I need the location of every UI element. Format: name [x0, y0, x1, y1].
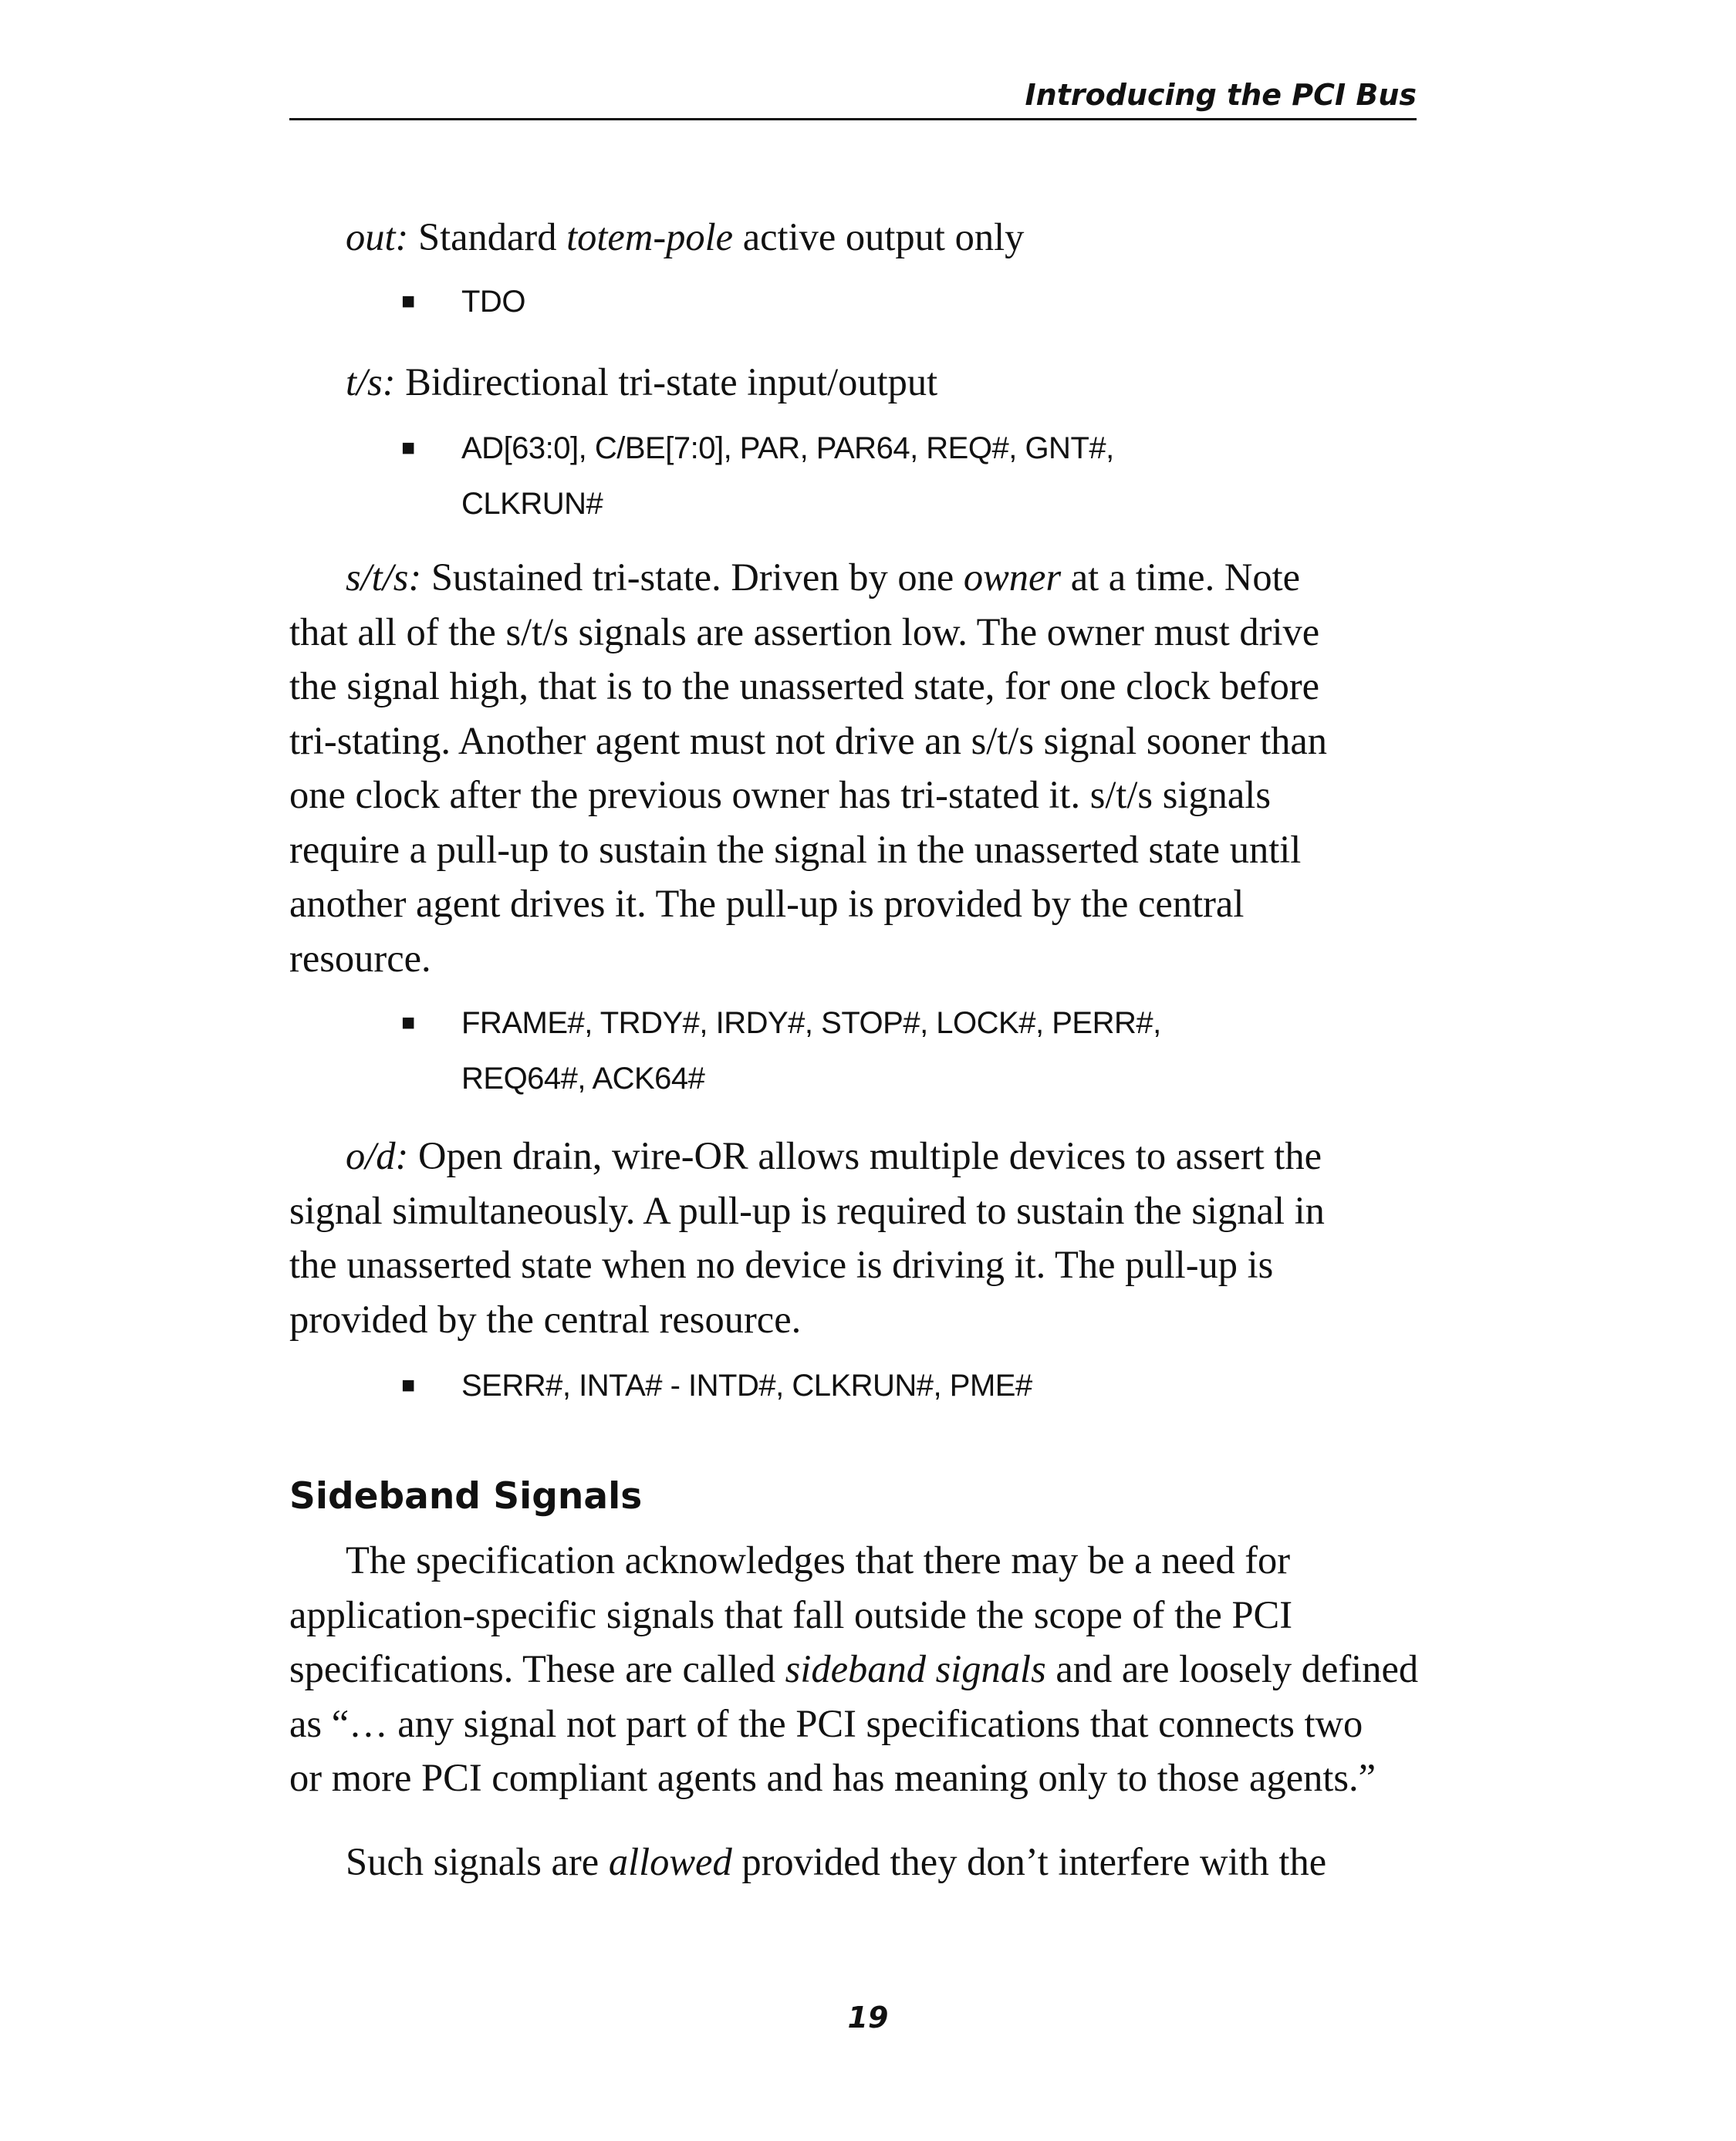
- sideband-paragraph-1: [289, 1533, 1424, 1805]
- text-line: another agent drives it. The pull-up is provided by the central: [289, 882, 1245, 925]
- emphasis-allowed: allowed: [608, 1840, 732, 1883]
- signal-list-out-text: TDO: [461, 285, 525, 319]
- term-od: o/d:: [346, 1134, 409, 1177]
- text-span: provided they don’t interfere with the: [731, 1840, 1327, 1883]
- sideband-paragraph-2: [289, 1835, 1424, 1889]
- text-line: as “… any signal not part of the PCI specifications that connects two: [289, 1701, 1363, 1745]
- text-line: that all of the s/t/s signals are assertion low. The owner must drive: [289, 610, 1320, 653]
- text-line: The specification acknowledges that there may be a need for: [346, 1538, 1291, 1582]
- text-span: and are loosely defined: [1045, 1647, 1419, 1690]
- term-sts: s/t/s:: [346, 556, 422, 599]
- running-head: Introducing the PCI Bus: [1025, 78, 1417, 112]
- text-line: one clock after the previous owner has tri-stated it. s/t/s signals: [289, 773, 1271, 816]
- text-line: provided by the central resource.: [289, 1297, 802, 1341]
- definition-od-first-line: [289, 1129, 1424, 1184]
- bullet-marker: ■: [401, 435, 416, 461]
- text-line: resource.: [289, 936, 431, 980]
- text-line: or more PCI compliant agents and has meaning only to those agents.”: [289, 1756, 1376, 1799]
- definition-od: [289, 1129, 1424, 1346]
- definition-sts-first-line: [289, 550, 1424, 605]
- header-rule: [289, 118, 1417, 120]
- definition-sts-emphasis: owner: [963, 556, 1062, 599]
- definition-od-text: Open drain, wire-OR allows multiple devices to assert the: [417, 1134, 1322, 1177]
- text-line: require a pull-up to sustain the signal in the unasserted state until: [289, 827, 1302, 871]
- section-heading: Sideband Signals: [289, 1475, 643, 1518]
- bullet-marker: ■: [401, 289, 416, 314]
- definition-sts-text-before: Sustained tri-state. Driven by one: [431, 556, 964, 599]
- text-line: tri-stating. Another agent must not drive an s/t/s signal sooner than: [289, 718, 1328, 762]
- text-line: the unasserted state when no device is driving it. The pull-up is: [289, 1243, 1274, 1286]
- page-number: 19: [847, 2001, 889, 2035]
- definition-ts-text: Bidirectional tri-state input/output: [405, 360, 938, 404]
- text-line-with-emphasis: [289, 1642, 1424, 1697]
- definition-out-text: Standard: [417, 215, 567, 258]
- definition-out: [289, 210, 1424, 265]
- text-span: specifications. These are called: [289, 1647, 785, 1690]
- definition-out-emphasis: totem-pole: [566, 215, 734, 258]
- text-line: signal simultaneously. A pull-up is required to sustain the signal in: [289, 1188, 1325, 1232]
- definition-sts: [289, 550, 1424, 985]
- definition-ts: [289, 355, 1424, 410]
- emphasis-sideband-signals: sideband signals: [785, 1647, 1046, 1690]
- definition-out-text-after: active output only: [733, 215, 1025, 258]
- signal-list-od-text: SERR#, INTA# - INTD#, CLKRUN#, PME#: [461, 1369, 1032, 1403]
- text-span: Such signals are: [346, 1840, 609, 1883]
- term-out: out:: [346, 215, 409, 258]
- bullet-marker: ■: [401, 1373, 416, 1398]
- definition-sts-text-after: at a time. Note: [1061, 556, 1301, 599]
- term-ts: t/s:: [346, 360, 396, 404]
- signal-list-sts-text: FRAME#, TRDY#, IRDY#, STOP#, LOCK#, PERR#, REQ64#, ACK64#: [461, 1006, 1161, 1096]
- signal-list-ts-text: AD[63:0], C/BE[7:0], PAR, PAR64, REQ#, GNT#, CLKRUN#: [461, 431, 1114, 521]
- bullet-marker: ■: [401, 1010, 416, 1035]
- text-line: application-specific signals that fall outside the scope of the PCI: [289, 1592, 1293, 1636]
- text-line: the signal high, that is to the unasserted state, for one clock before: [289, 664, 1320, 707]
